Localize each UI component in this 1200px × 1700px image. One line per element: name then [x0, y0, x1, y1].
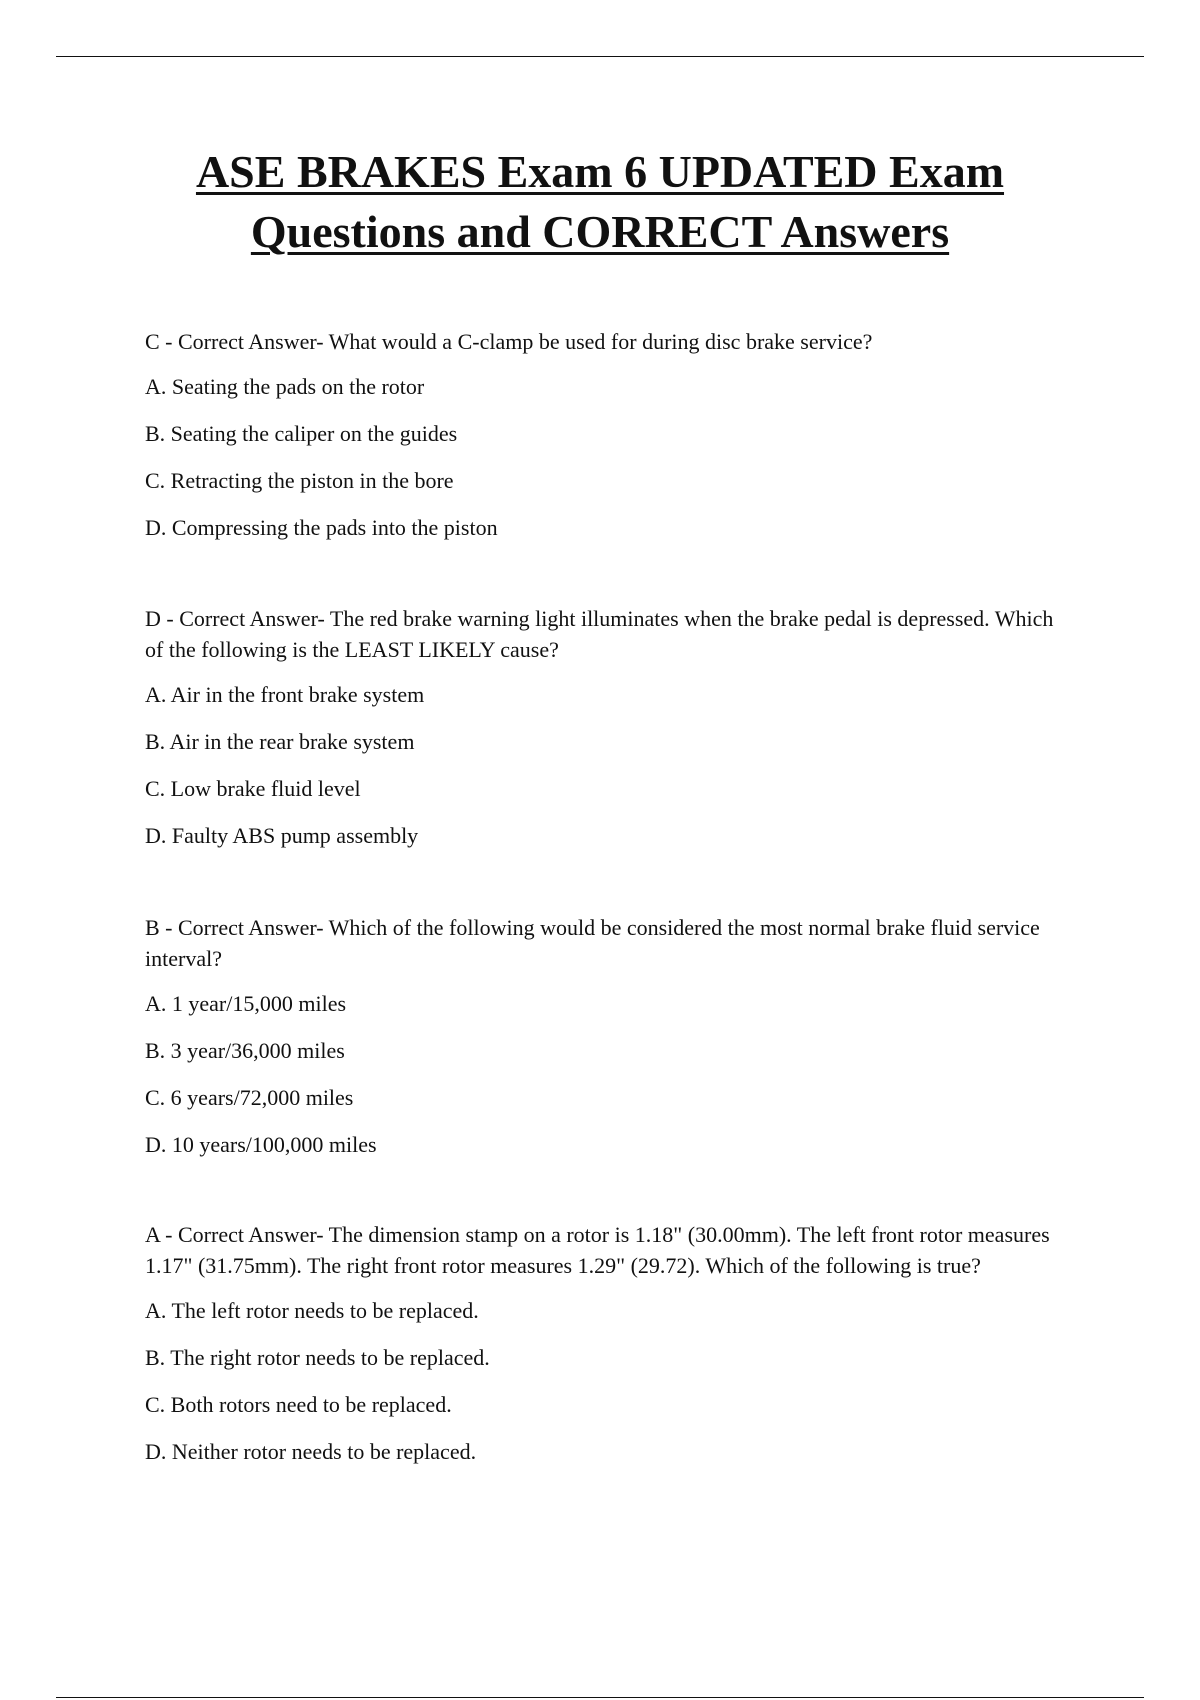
- answer-option-d: D. Neither rotor needs to be replaced.: [145, 1439, 477, 1464]
- answer-option-c: C. 6 years/72,000 miles: [145, 1085, 354, 1110]
- question-block-1: [145, 326, 1075, 543]
- answer-option-d: D. Faulty ABS pump assembly: [145, 823, 419, 848]
- answer-option-a: A. Air in the front brake system: [145, 682, 425, 707]
- answer-option-a: A. Seating the pads on the rotor: [145, 374, 425, 399]
- title-line-2: Questions and CORRECT Answers: [250, 206, 950, 257]
- question-prompt: B - Correct Answer- Which of the following would be considered the most normal brake fluid service interval?: [145, 915, 1040, 971]
- question-prompt: C - Correct Answer- What would a C-clamp be used for during disc brake service?: [145, 329, 873, 354]
- question-block-4: [145, 1219, 1075, 1467]
- answer-option-a: A. 1 year/15,000 miles: [145, 991, 347, 1016]
- question-prompt: D - Correct Answer- The red brake warning light illuminates when the brake pedal is depressed. Which of the following is the LEAST LIKELY cause?: [145, 606, 1054, 662]
- answer-option-d: D. Compressing the pads into the piston: [145, 515, 498, 540]
- answer-option-c: C. Retracting the piston in the bore: [145, 468, 454, 493]
- answer-option-d: D. 10 years/100,000 miles: [145, 1132, 377, 1157]
- answer-option-b: B. Air in the rear brake system: [145, 729, 415, 754]
- answer-option-c: C. Low brake fluid level: [145, 776, 361, 801]
- question-prompt: A - Correct Answer- The dimension stamp on a rotor is 1.18" (30.00mm). The left front rotor measures 1.17" (31.75mm). The right front rotor measures 1.29" (29.72). Which of the following is true?: [145, 1222, 1050, 1278]
- question-block-3: [145, 912, 1075, 1160]
- bottom-divider: [56, 1697, 1144, 1698]
- answer-option-b: B. The right rotor needs to be replaced.: [145, 1345, 490, 1370]
- title-line-1: ASE BRAKES Exam 6 UPDATED Exam: [195, 146, 1005, 197]
- answer-option-b: B. Seating the caliper on the guides: [145, 421, 458, 446]
- question-block-2: [145, 603, 1075, 851]
- answer-option-b: B. 3 year/36,000 miles: [145, 1038, 345, 1063]
- answer-option-a: A. The left rotor needs to be replaced.: [145, 1298, 479, 1323]
- page-title: [0, 142, 1200, 262]
- top-divider: [56, 56, 1144, 57]
- answer-option-c: C. Both rotors need to be replaced.: [145, 1392, 452, 1417]
